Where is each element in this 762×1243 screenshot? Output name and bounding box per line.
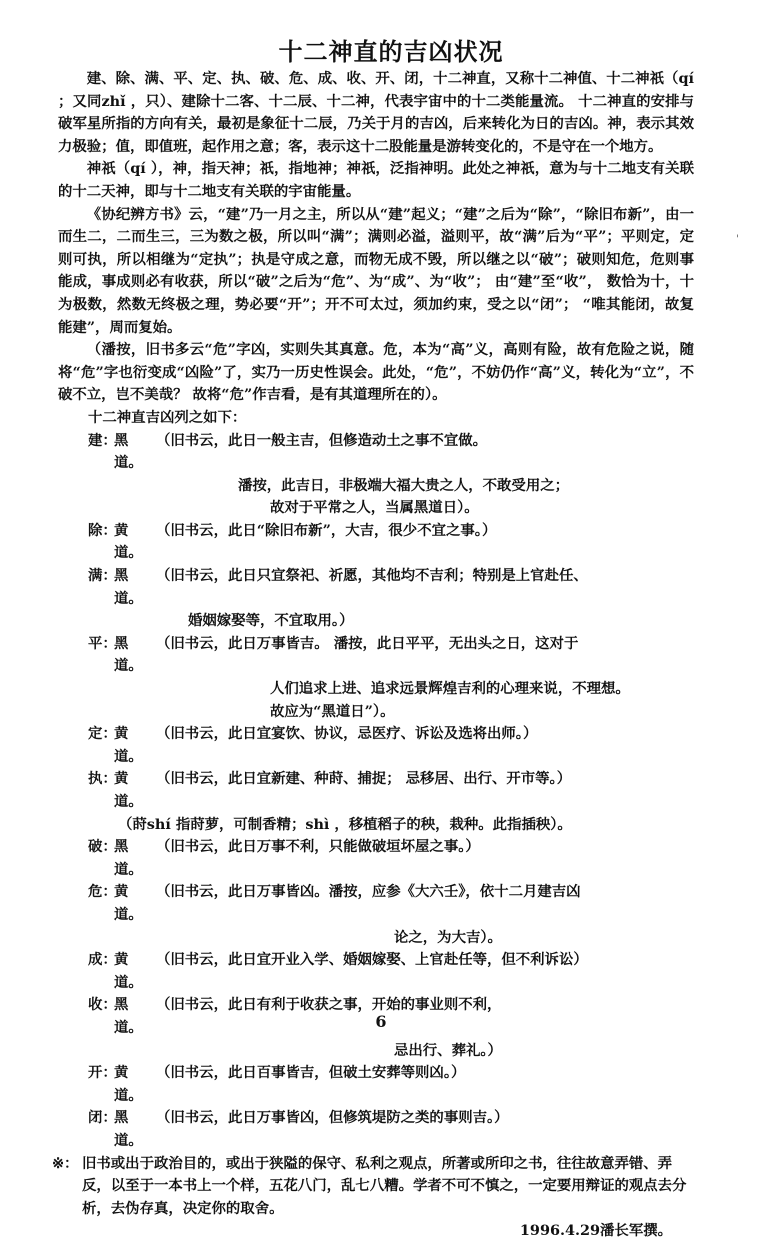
entry-term: 除： <box>88 521 117 539</box>
entry-term: 破： <box>88 838 117 856</box>
footnote <box>52 1153 694 1221</box>
entry-term: 建： <box>88 431 117 449</box>
entry-term: 平： <box>88 634 117 652</box>
list-item <box>58 881 694 926</box>
entry-line: 潘按，此吉日，非极端大福大贵之人，不敢受用之； <box>238 476 569 494</box>
note-text: 旧书或出于政治目的，或出于狭隘的保守、私利之观点，所著或所印之书，往往故意弄错、弄反，以至于一本书上一个样，五花八门，乱七八糟。学者不可不慎之，一定要用辩证的观点去分析，去伪存真，决定你的取舍。 <box>82 1154 687 1217</box>
entry-dao: 黄道。 <box>114 951 143 991</box>
entry-dao: 黄道。 <box>114 883 143 923</box>
list-item <box>58 520 694 565</box>
entry-term: 危： <box>88 883 117 901</box>
entry-detail <box>156 633 694 656</box>
signature: 1996.4.29潘长军撰。 <box>519 1222 672 1240</box>
page-title: 十二神直的吉凶状况 <box>278 37 504 66</box>
entry-detail <box>156 520 694 543</box>
entry-line: （旧书云，此日百事皆吉，但破土安葬等则凶。） <box>156 1064 466 1082</box>
list-item <box>58 768 694 813</box>
note-mark: ※： <box>52 1154 79 1172</box>
body-text <box>52 68 694 1243</box>
list-heading: 十二神直吉凶列之如下： <box>88 408 247 426</box>
entry-detail <box>156 768 694 791</box>
entry-detail <box>156 836 694 859</box>
entry-line: （旧书云，此日宜宴饮、协议，忌医疗、诉讼及选将出师。） <box>156 725 538 743</box>
entry-detail <box>156 430 694 453</box>
entry-term: 闭： <box>88 1109 117 1127</box>
entry-line: 故应为“黑道日”）。 <box>270 702 395 720</box>
entry-line: （莳shí 指莳萝，可制香精；shì ，移植稻子的秧，栽种。此指插秧）。 <box>118 815 572 833</box>
entry-detail <box>156 881 694 904</box>
entry-line: （旧书云，此日万事皆凶，但修筑堤防之类的事则吉。） <box>156 1109 509 1127</box>
list-item <box>58 565 694 610</box>
entry-term: 满： <box>88 567 117 585</box>
entry-detail <box>156 949 694 972</box>
entry-dao: 黑道。 <box>114 634 143 675</box>
list-item <box>58 836 694 881</box>
entry-line: 人们追求上进、追求远景辉煌吉利的心理来说，不理想。 <box>270 680 630 698</box>
entry-line: 忌出行、葬礼。） <box>394 1041 502 1059</box>
paragraph: （潘按，旧书多云“危”字凶，实则失其真意。危，本为“高”义，高则有险，故有危险之说，随将“危”字也衍变成“凶险”了，实乃一历史性误会。此处，“危”，不妨仍作“高”义，转化为“立”，不破不立，岂不美哉？ 故将“危”作吉看，是有其道理所在的）。 <box>58 341 694 404</box>
entry-list <box>58 430 694 1153</box>
paragraph: 神祇（qí ），神，指天神；祇，指地神；神祇，泛指神明。此处之神祇，意为与十二地支有关联的十二天神，即与十二地支有关联的宇宙能量。 <box>58 160 694 200</box>
entry-line: （旧书云，此日宜开业入学、婚姻嫁娶、上官赴任等，但不利诉讼） <box>156 951 588 969</box>
entry-line: （旧书云，此日有利于收获之事，开始的事业则不利， <box>156 996 502 1014</box>
list-item <box>58 723 694 768</box>
entry-detail <box>156 1107 694 1130</box>
entry-line: 故对于平常之人，当属黑道日）。 <box>270 499 479 517</box>
entry-line: （旧书云，此日只宜祭祀、祈愿，其他均不吉利；特别是上官赴任、 <box>156 567 588 585</box>
entry-dao: 黑道。 <box>114 838 143 878</box>
entry-detail <box>156 565 694 588</box>
entry-dao: 黑道。 <box>114 567 143 607</box>
entry-term: 成： <box>88 951 117 969</box>
entry-term: 执： <box>88 770 117 788</box>
entry-dao: 黄道。 <box>114 770 143 810</box>
paragraph: 建、除、满、平、定、执、破、危、成、收、开、闭，十二神直，又称十二神值、十二神祇（qí ；又同zhǐ ，只）、建除十二客、十二辰、十二神，代表宇宙中的十二类能量流。 十二神直的安排与破军星所指的方向有关，最初是象征十二辰，乃关于月的吉凶，后来转化为日的吉凶。神，表示其效力极验；值，即值班，起作用之意；客，表示这十二股能量是游转变化的，不是守在一个地方。 <box>58 70 694 155</box>
entry-dao: 黄道。 <box>114 521 143 562</box>
entry-line: 婚姻嫁娶等，不宜取用。） <box>188 612 354 630</box>
entry-dao: 黑道。 <box>114 431 143 472</box>
paragraph: 《协纪辨方书》云，“建”乃一月之主，所以从“建”起义；“建”之后为“除”，“除旧布新”，由一而生二，二而生三，三为数之极，所以叫“满”；满则必溢，溢则平，故“满”后为“平”；平则定，定则可执，所以相继为“定执”；执是守成之意，而物无成不毁，所以继之以“破”；破则知危，危则事能成，事成则必有收获，所以“破”之后为“危”、为“成”、为“收”； 由“建”至“收”， 数恰为十，十为极数，然数无终极之理，势必要“开”；开不可太过，须加约束，受之以“闭”； “唯其能闭，故复能建”，周而复始。 <box>58 205 694 336</box>
scan-mark: ' <box>736 234 739 245</box>
entry-detail <box>156 723 694 746</box>
entry-line: （旧书云，此日“除旧布新”，大吉，很少不宜之事。） <box>156 521 497 539</box>
entry-term: 收： <box>88 996 117 1014</box>
entry-dao: 黄道。 <box>114 725 143 765</box>
entry-line: （旧书云，此日宜新建、种莳、捕捉； 忌移居、出行、开市等。） <box>156 770 572 788</box>
entry-line: （旧书云，此日万事皆吉。 潘按，此日平平，无出头之日，这对于 <box>156 634 579 652</box>
list-item <box>58 633 694 678</box>
list-item <box>58 949 694 994</box>
entry-dao: 黄道。 <box>114 1064 143 1104</box>
entry-line: 论之，为大吉）。 <box>394 928 502 946</box>
entry-dao: 黑道。 <box>114 1109 143 1149</box>
page-number: 6 <box>375 1012 387 1031</box>
entry-term: 开： <box>88 1064 117 1082</box>
entry-term: 定： <box>88 725 117 743</box>
entry-detail <box>156 1062 694 1085</box>
entry-line: （旧书云，此日万事皆凶。潘按，应参《大六壬》，依十二月建吉凶 <box>156 883 581 901</box>
list-item <box>58 1107 694 1152</box>
list-item <box>58 430 694 475</box>
entry-line: （旧书云，此日万事不利，只能做破垣坏屋之事。） <box>156 838 480 856</box>
entry-line: （旧书云，此日一般主吉，但修造动土之事不宜做。 <box>156 431 487 449</box>
entry-dao: 黑道。 <box>114 996 143 1036</box>
list-item <box>58 1062 694 1107</box>
